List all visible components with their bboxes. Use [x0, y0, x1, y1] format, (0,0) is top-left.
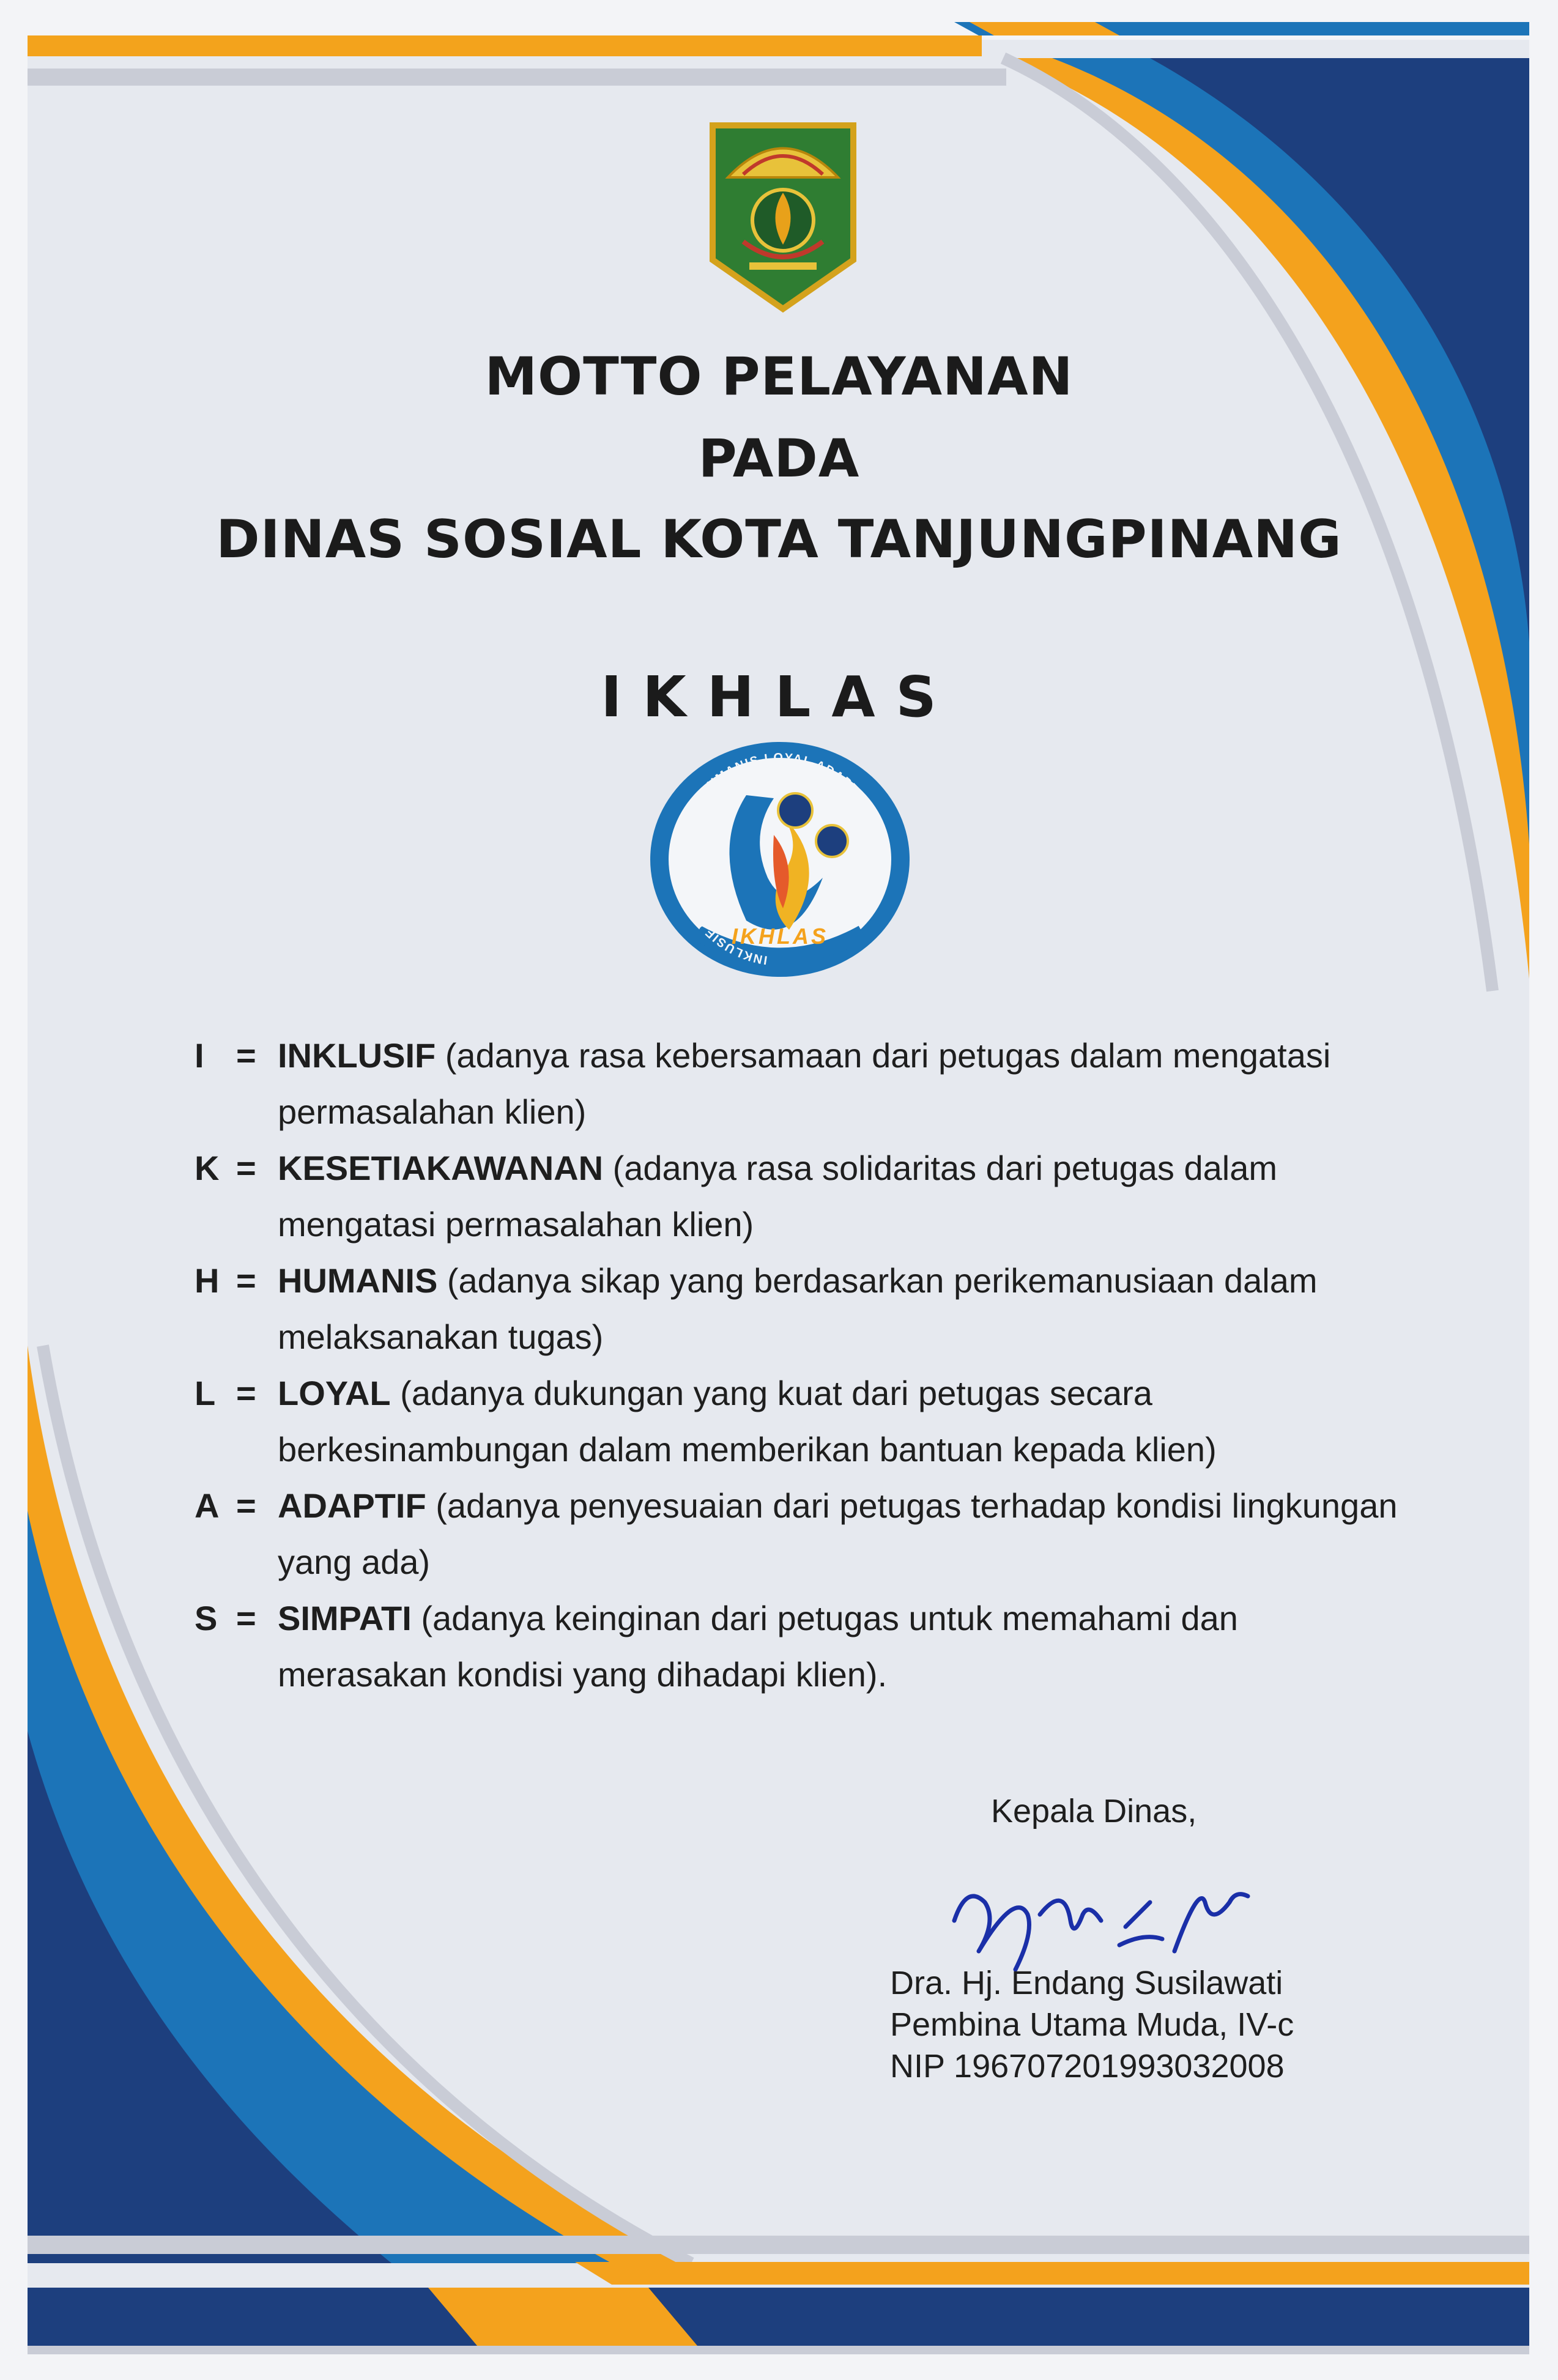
- item-letter: L: [195, 1374, 216, 1412]
- signatory-name: Dra. Hj. Endang Susilawati: [890, 1965, 1283, 2001]
- item-word: KESETIAKAWANAN: [278, 1149, 604, 1187]
- item-word: LOYAL: [278, 1374, 391, 1412]
- motto-list: [195, 1028, 1406, 1703]
- list-item: [195, 1253, 1406, 1365]
- item-description: (adanya rasa solidaritas dari petugas dalam mengatasi permasalahan klien): [278, 1149, 1277, 1244]
- item-word: ADAPTIF: [278, 1486, 426, 1525]
- item-description: (adanya sikap yang berdasarkan perikemanusiaan dalam melaksanakan tugas): [278, 1261, 1318, 1356]
- heading-line-3: DINAS SOSIAL KOTA TANJUNGPINANG: [216, 509, 1342, 570]
- item-letter: K: [195, 1149, 220, 1187]
- signatory-nip: NIP 196707201993032008: [890, 2048, 1285, 2085]
- item-equals: =: [236, 1486, 256, 1525]
- item-description: (adanya penyesuaian dari petugas terhadap kondisi lingkungan yang ada): [278, 1486, 1398, 1581]
- city-emblem-icon: [707, 119, 859, 315]
- list-item: [195, 1028, 1406, 1140]
- item-equals: =: [236, 1374, 256, 1412]
- item-equals: =: [236, 1036, 256, 1075]
- item-letter: A: [195, 1486, 220, 1525]
- item-letter: S: [195, 1599, 218, 1637]
- item-word: HUMANIS: [278, 1261, 438, 1300]
- item-equals: =: [236, 1149, 256, 1187]
- item-word: INKLUSIF: [278, 1036, 436, 1075]
- item-description: (adanya dukungan yang kuat dari petugas secara berkesinambungan dalam memberikan bantuan kepada klien): [278, 1374, 1217, 1469]
- ikhlas-badge-icon: [645, 737, 914, 982]
- item-equals: =: [236, 1261, 256, 1300]
- list-item: [195, 1478, 1406, 1590]
- badge-label: IKHLAS: [732, 924, 828, 949]
- list-item: [195, 1590, 1406, 1703]
- item-word: SIMPATI: [278, 1599, 412, 1637]
- item-letter: H: [195, 1261, 220, 1300]
- item-description: (adanya rasa kebersamaan dari petugas dalam mengatasi permasalahan klien): [278, 1036, 1331, 1131]
- signatory-block: [890, 1962, 1294, 2087]
- badge-ring-text: INKLUSIF KESETIAKAWANAN HUMANIS LOYAL ADAPTIF SIMPATI: [672, 751, 889, 967]
- item-letter: I: [195, 1036, 204, 1075]
- signatory-title: Kepala Dinas,: [991, 1793, 1197, 1829]
- heading-line-1: MOTTO PELAYANAN: [484, 346, 1074, 407]
- heading-line-2: PADA: [698, 428, 860, 489]
- motto-acronym: IKHLAS: [601, 664, 957, 730]
- list-item: [195, 1365, 1406, 1478]
- item-description: (adanya keinginan dari petugas untuk memahami dan merasakan kondisi yang dihadapi klien).: [278, 1599, 1238, 1694]
- signatory-rank: Pembina Utama Muda, IV-c: [890, 2006, 1294, 2043]
- list-item: [195, 1140, 1406, 1253]
- item-equals: =: [236, 1599, 256, 1637]
